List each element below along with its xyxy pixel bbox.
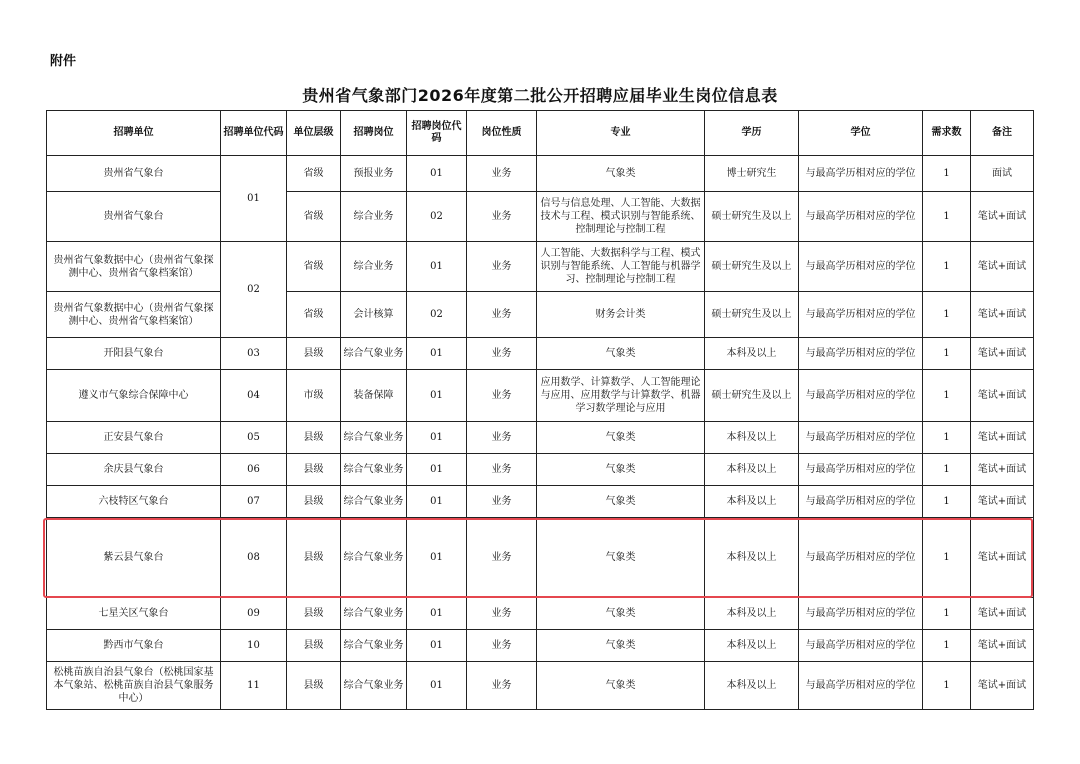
note-cell: 笔试+面试 (971, 192, 1034, 242)
unit-cell: 贵州省气象台 (47, 156, 221, 192)
note-cell: 笔试+面试 (971, 518, 1034, 598)
note-cell: 笔试+面试 (971, 422, 1034, 454)
header-cell: 招聘岗位代码 (407, 111, 467, 156)
header-cell: 学历 (705, 111, 799, 156)
unit-cell: 贵州省气象数据中心（贵州省气象探测中心、贵州省气象档案馆） (47, 242, 221, 292)
post-cell: 会计核算 (341, 292, 407, 338)
note-cell: 笔试+面试 (971, 486, 1034, 518)
unit-cell: 黔西市气象台 (47, 630, 221, 662)
attachment-label: 附件 (50, 54, 77, 69)
post-code-cell: 01 (407, 242, 467, 292)
header-cell: 招聘单位 (47, 111, 221, 156)
table-row (47, 454, 1034, 486)
education-cell: 博士研究生 (705, 156, 799, 192)
header-cell: 需求数 (923, 111, 971, 156)
unit-cell: 贵州省气象数据中心（贵州省气象探测中心、贵州省气象档案馆） (47, 292, 221, 338)
nature-cell: 业务 (467, 242, 537, 292)
count-cell: 1 (923, 338, 971, 370)
post-cell: 装备保障 (341, 370, 407, 422)
post-code-cell: 01 (407, 486, 467, 518)
note-cell: 笔试+面试 (971, 454, 1034, 486)
education-cell: 本科及以上 (705, 598, 799, 630)
degree-cell: 与最高学历相对应的学位 (799, 454, 923, 486)
major-cell: 气象类 (537, 156, 705, 192)
note-cell: 笔试+面试 (971, 630, 1034, 662)
major-cell: 气象类 (537, 486, 705, 518)
header-cell: 招聘岗位 (341, 111, 407, 156)
nature-cell: 业务 (467, 598, 537, 630)
header-cell: 备注 (971, 111, 1034, 156)
unit-cell: 贵州省气象台 (47, 192, 221, 242)
unit-cell: 松桃苗族自治县气象台（松桃国家基本气象站、松桃苗族自治县气象服务中心） (47, 662, 221, 710)
nature-cell: 业务 (467, 156, 537, 192)
post-code-cell: 01 (407, 662, 467, 710)
header-cell: 学位 (799, 111, 923, 156)
unit-cell: 紫云县气象台 (47, 518, 221, 598)
degree-cell: 与最高学历相对应的学位 (799, 156, 923, 192)
unit-cell: 六枝特区气象台 (47, 486, 221, 518)
level-cell: 省级 (287, 242, 341, 292)
table-row (47, 192, 1034, 242)
unit-code-cell: 08 (221, 518, 287, 598)
nature-cell: 业务 (467, 338, 537, 370)
post-cell: 综合气象业务 (341, 630, 407, 662)
count-cell: 1 (923, 518, 971, 598)
level-cell: 省级 (287, 292, 341, 338)
degree-cell: 与最高学历相对应的学位 (799, 518, 923, 598)
level-cell: 县级 (287, 662, 341, 710)
count-cell: 1 (923, 370, 971, 422)
table-row (47, 292, 1034, 338)
unit-code-cell: 06 (221, 454, 287, 486)
note-cell: 笔试+面试 (971, 338, 1034, 370)
major-cell: 气象类 (537, 598, 705, 630)
post-cell: 综合业务 (341, 192, 407, 242)
unit-cell: 开阳县气象台 (47, 338, 221, 370)
unit-code-cell: 02 (221, 242, 287, 338)
unit-code-cell: 04 (221, 370, 287, 422)
major-cell: 气象类 (537, 422, 705, 454)
unit-code-cell: 05 (221, 422, 287, 454)
degree-cell: 与最高学历相对应的学位 (799, 422, 923, 454)
header-cell: 专业 (537, 111, 705, 156)
education-cell: 本科及以上 (705, 518, 799, 598)
education-cell: 本科及以上 (705, 630, 799, 662)
level-cell: 县级 (287, 598, 341, 630)
degree-cell: 与最高学历相对应的学位 (799, 630, 923, 662)
table-row (47, 598, 1034, 630)
unit-cell: 七星关区气象台 (47, 598, 221, 630)
major-cell: 气象类 (537, 338, 705, 370)
note-cell: 笔试+面试 (971, 370, 1034, 422)
unit-cell: 余庆县气象台 (47, 454, 221, 486)
degree-cell: 与最高学历相对应的学位 (799, 242, 923, 292)
table-row (47, 370, 1034, 422)
post-cell: 综合气象业务 (341, 422, 407, 454)
count-cell: 1 (923, 486, 971, 518)
note-cell: 笔试+面试 (971, 242, 1034, 292)
nature-cell: 业务 (467, 662, 537, 710)
level-cell: 省级 (287, 192, 341, 242)
education-cell: 硕士研究生及以上 (705, 192, 799, 242)
education-cell: 本科及以上 (705, 486, 799, 518)
unit-code-cell: 09 (221, 598, 287, 630)
degree-cell: 与最高学历相对应的学位 (799, 192, 923, 242)
education-cell: 本科及以上 (705, 662, 799, 710)
nature-cell: 业务 (467, 192, 537, 242)
table-row (47, 338, 1034, 370)
education-cell: 硕士研究生及以上 (705, 292, 799, 338)
note-cell: 笔试+面试 (971, 662, 1034, 710)
nature-cell: 业务 (467, 630, 537, 662)
post-code-cell: 02 (407, 292, 467, 338)
table-row (47, 662, 1034, 710)
post-code-cell: 01 (407, 338, 467, 370)
level-cell: 县级 (287, 630, 341, 662)
degree-cell: 与最高学历相对应的学位 (799, 486, 923, 518)
note-cell: 笔试+面试 (971, 292, 1034, 338)
count-cell: 1 (923, 192, 971, 242)
count-cell: 1 (923, 454, 971, 486)
nature-cell: 业务 (467, 454, 537, 486)
education-cell: 硕士研究生及以上 (705, 242, 799, 292)
header-cell: 招聘单位代码 (221, 111, 287, 156)
degree-cell: 与最高学历相对应的学位 (799, 292, 923, 338)
post-code-cell: 01 (407, 370, 467, 422)
count-cell: 1 (923, 156, 971, 192)
count-cell: 1 (923, 598, 971, 630)
post-code-cell: 01 (407, 454, 467, 486)
table-row (47, 422, 1034, 454)
degree-cell: 与最高学历相对应的学位 (799, 598, 923, 630)
nature-cell: 业务 (467, 486, 537, 518)
unit-code-cell: 03 (221, 338, 287, 370)
major-cell: 信号与信息处理、人工智能、大数据技术与工程、模式识别与智能系统、控制理论与控制工程 (537, 192, 705, 242)
table-row (47, 486, 1034, 518)
note-cell: 笔试+面试 (971, 598, 1034, 630)
post-cell: 综合气象业务 (341, 598, 407, 630)
header-cell: 岗位性质 (467, 111, 537, 156)
post-code-cell: 02 (407, 192, 467, 242)
table-row (47, 630, 1034, 662)
unit-cell: 遵义市气象综合保障中心 (47, 370, 221, 422)
level-cell: 县级 (287, 518, 341, 598)
major-cell: 财务会计类 (537, 292, 705, 338)
post-cell: 预报业务 (341, 156, 407, 192)
major-cell: 应用数学、计算数学、人工智能理论与应用、应用数学与计算数学、机器学习数学理论与应用 (537, 370, 705, 422)
major-cell: 人工智能、大数据科学与工程、模式识别与智能系统、人工智能与机器学习、控制理论与控制工程 (537, 242, 705, 292)
post-cell: 综合气象业务 (341, 486, 407, 518)
unit-code-cell: 11 (221, 662, 287, 710)
count-cell: 1 (923, 630, 971, 662)
post-code-cell: 01 (407, 518, 467, 598)
degree-cell: 与最高学历相对应的学位 (799, 338, 923, 370)
major-cell: 气象类 (537, 662, 705, 710)
header-cell: 单位层级 (287, 111, 341, 156)
nature-cell: 业务 (467, 370, 537, 422)
unit-code-cell: 10 (221, 630, 287, 662)
major-cell: 气象类 (537, 630, 705, 662)
level-cell: 县级 (287, 422, 341, 454)
post-code-cell: 01 (407, 422, 467, 454)
level-cell: 县级 (287, 338, 341, 370)
post-cell: 综合气象业务 (341, 662, 407, 710)
table-row-highlighted (47, 518, 1034, 598)
nature-cell: 业务 (467, 292, 537, 338)
count-cell: 1 (923, 242, 971, 292)
nature-cell: 业务 (467, 422, 537, 454)
level-cell: 县级 (287, 454, 341, 486)
level-cell: 县级 (287, 486, 341, 518)
note-cell: 面试 (971, 156, 1034, 192)
post-cell: 综合气象业务 (341, 454, 407, 486)
count-cell: 1 (923, 422, 971, 454)
degree-cell: 与最高学历相对应的学位 (799, 370, 923, 422)
post-code-cell: 01 (407, 630, 467, 662)
major-cell: 气象类 (537, 518, 705, 598)
education-cell: 本科及以上 (705, 422, 799, 454)
page-title: 贵州省气象部门2026年度第二批公开招聘应届毕业生岗位信息表 (302, 86, 778, 105)
level-cell: 市级 (287, 370, 341, 422)
post-cell: 综合业务 (341, 242, 407, 292)
nature-cell: 业务 (467, 518, 537, 598)
positions-table (46, 110, 1034, 710)
post-cell: 综合气象业务 (341, 338, 407, 370)
education-cell: 本科及以上 (705, 338, 799, 370)
table-row (47, 156, 1034, 192)
count-cell: 1 (923, 292, 971, 338)
unit-code-cell: 01 (221, 156, 287, 242)
degree-cell: 与最高学历相对应的学位 (799, 662, 923, 710)
table-row (47, 242, 1034, 292)
table-header-row (47, 111, 1034, 156)
unit-cell: 正安县气象台 (47, 422, 221, 454)
post-code-cell: 01 (407, 156, 467, 192)
count-cell: 1 (923, 662, 971, 710)
post-code-cell: 01 (407, 598, 467, 630)
unit-code-cell: 07 (221, 486, 287, 518)
post-cell: 综合气象业务 (341, 518, 407, 598)
level-cell: 省级 (287, 156, 341, 192)
major-cell: 气象类 (537, 454, 705, 486)
education-cell: 本科及以上 (705, 454, 799, 486)
education-cell: 硕士研究生及以上 (705, 370, 799, 422)
